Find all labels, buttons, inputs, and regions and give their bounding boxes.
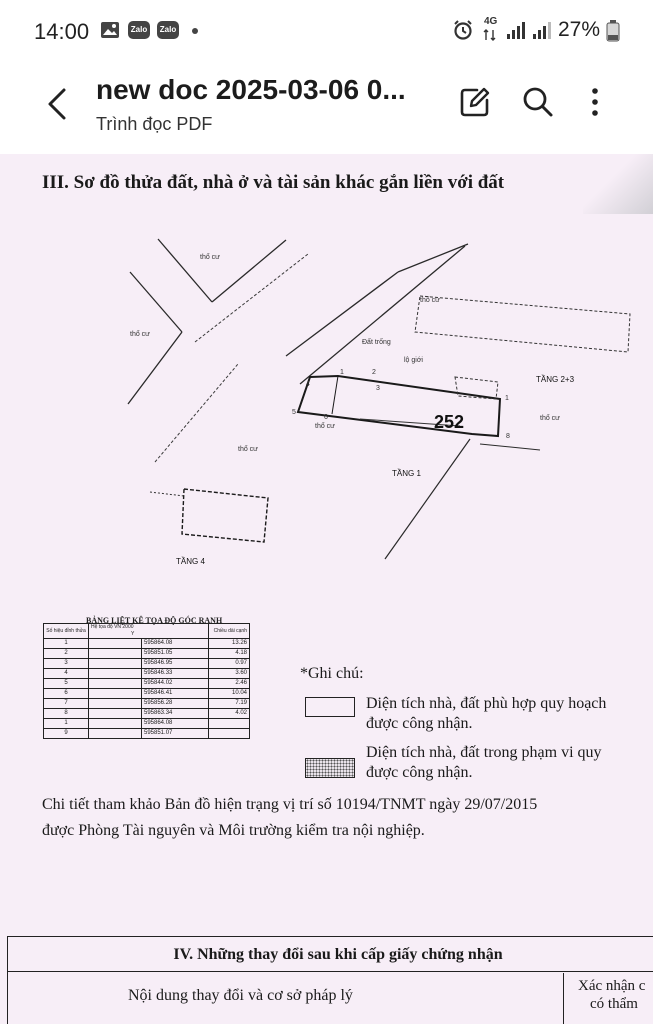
- zalo-notification-icon: Zalo: [128, 21, 150, 39]
- svg-text:1: 1: [505, 395, 509, 402]
- header-length: Chiều dài cạnh: [209, 624, 250, 639]
- table-row: 5 595844.02 2.46: [44, 679, 250, 689]
- floor-4-outline: [182, 489, 268, 542]
- svg-text:6: 6: [324, 414, 328, 421]
- table-row: 2 595851.05 4.18: [44, 649, 250, 659]
- floor-4-line: [150, 492, 184, 496]
- svg-text:5: 5: [292, 409, 296, 416]
- floor-4-label: TẦNG 4: [176, 557, 205, 566]
- battery-percent: 27%: [558, 18, 601, 41]
- road-centerline: [195, 254, 308, 342]
- more-notifications-dot-icon: [192, 28, 198, 34]
- data-arrows-icon: [483, 29, 497, 41]
- svg-text:thổ cư: thổ cư: [200, 254, 220, 261]
- svg-text:4: 4: [306, 381, 310, 388]
- page-fold-shadow: [583, 154, 653, 214]
- header-point: Số hiệu đỉnh thửa: [44, 624, 89, 639]
- svg-text:8: 8: [506, 433, 510, 440]
- legend-swatch-plain: [305, 697, 355, 717]
- section-4-col-2-label: Xác nhận c có thẩm: [578, 978, 646, 1012]
- svg-text:thổ cư: thổ cư: [315, 423, 335, 430]
- road-edge: [130, 272, 182, 332]
- table-row: 7 595856.28 7.19: [44, 699, 250, 709]
- back-arrow-icon[interactable]: [40, 84, 76, 124]
- section-3-heading: III. Sơ đồ thửa đất, nhà ở và tài sản khác gắn liền với đất: [42, 172, 505, 193]
- header-system: Hệ tọa độ VN 2000 Y: [89, 624, 209, 639]
- table-row: 3 595846.95 0.97: [44, 659, 250, 669]
- network-type: 4G: [484, 16, 498, 27]
- table-row: 1 595864.08: [44, 719, 250, 729]
- svg-text:thổ cư: thổ cư: [540, 415, 560, 422]
- floor-23-label: TẦNG 2+3: [536, 375, 575, 384]
- road-edge: [158, 239, 212, 302]
- road-edge: [212, 240, 286, 302]
- detail-line-1: Chi tiết tham khảo Bản đồ hiện trạng vị trí số 10194/TNMT ngày 29/07/2015: [42, 796, 538, 813]
- dimension-line: [480, 444, 540, 450]
- upper-floor-outline: [415, 296, 630, 352]
- section-4-col-1: [8, 973, 564, 1024]
- app-subtitle: Trình đọc PDF: [96, 114, 213, 134]
- table-row: 9 595851.07: [44, 729, 250, 739]
- svg-text:1: 1: [340, 369, 344, 376]
- status-bar: [0, 0, 653, 62]
- dimension-line: [385, 439, 470, 559]
- pdf-page[interactable]: [0, 154, 653, 1024]
- floor-1-label: TẦNG 1: [392, 469, 421, 478]
- section-4-table: [7, 936, 653, 1024]
- coordinate-table: [43, 623, 250, 739]
- table-row: 6 595846.41 10.04: [44, 689, 250, 699]
- table-row: 4 595846.33 3.60: [44, 669, 250, 679]
- road-centerline: [155, 364, 238, 462]
- table-row: 8 595863.34 4.02: [44, 709, 250, 719]
- svg-text:2: 2: [372, 369, 376, 376]
- road-edge: [300, 246, 465, 384]
- svg-text:3: 3: [376, 385, 380, 392]
- zalo-notification-icon-2: Zalo: [157, 21, 179, 39]
- road-edge: [128, 332, 182, 404]
- battery-icon: [606, 20, 620, 42]
- section-4-col-1-label: Nội dung thay đổi và cơ sở pháp lý: [128, 987, 353, 1004]
- document-title: new doc 2025-03-06 0...: [96, 74, 406, 105]
- parcel-line: [332, 376, 338, 414]
- more-options-icon[interactable]: [577, 84, 613, 120]
- svg-text:thổ cư: thổ cư: [420, 297, 440, 304]
- svg-text:lộ giới: lộ giới: [404, 357, 423, 364]
- legend-item-1: Diện tích nhà, đất phù hợp quy hoạch được công nhận.: [366, 695, 607, 732]
- signal-icon: [506, 20, 526, 40]
- road-edge: [398, 244, 468, 272]
- svg-text:Đất trống: Đất trống: [362, 339, 391, 346]
- parcel-number: 252: [434, 412, 465, 432]
- edit-icon[interactable]: [457, 84, 493, 120]
- coordinate-table-title: BẢNG LIỆT KÊ TỌA ĐỘ GÓC RANH: [86, 616, 223, 625]
- search-icon[interactable]: [520, 84, 556, 120]
- gallery-icon: [100, 20, 120, 40]
- legend-item-2: Diện tích nhà, đất trong phạm vi quy được công nhận.: [366, 744, 602, 781]
- alarm-icon: [452, 19, 474, 41]
- legend-swatch-dotted: [305, 758, 355, 778]
- site-plan-drawing: [0, 214, 653, 614]
- table-row: 1 595864.08 13.26: [44, 639, 250, 649]
- section-4-heading: IV. Những thay đổi sau khi cấp giấy chứng nhận: [8, 937, 653, 972]
- legend-title: *Ghi chú:: [300, 665, 364, 682]
- app-bar: [0, 62, 653, 154]
- svg-text:thổ cư: thổ cư: [130, 331, 150, 338]
- status-time: 14:00: [34, 19, 90, 44]
- svg-text:thổ cư: thổ cư: [238, 446, 258, 453]
- table-header-row: [44, 624, 250, 639]
- detail-line-2: được Phòng Tài nguyên và Môi trường kiểm tra nội nghiệp.: [42, 822, 425, 839]
- signal-icon-2: [532, 20, 552, 40]
